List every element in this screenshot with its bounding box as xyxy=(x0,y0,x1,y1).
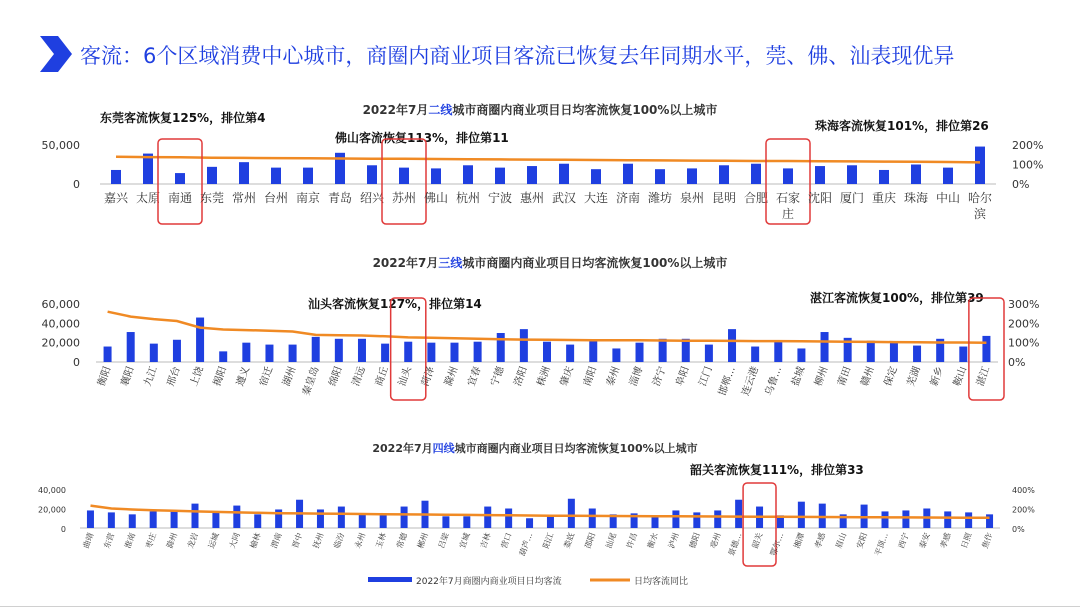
x-tick-label: 商丘 xyxy=(373,365,391,388)
x-tick-label: 鄂尔… xyxy=(768,531,786,558)
series-line xyxy=(91,506,990,518)
bar xyxy=(450,343,458,362)
x-tick-label: 清远 xyxy=(350,365,368,388)
bar xyxy=(289,345,297,362)
x-tick-label: 宜城 xyxy=(457,531,472,550)
bar xyxy=(566,345,574,362)
x-tick-label: 眉山 xyxy=(834,531,849,550)
x-tick-label: 葫芦… xyxy=(517,531,535,558)
bar xyxy=(655,169,665,184)
bar xyxy=(87,510,94,528)
y2-tick-label: 200% xyxy=(1012,505,1035,515)
bar xyxy=(497,333,505,362)
bar xyxy=(520,329,528,362)
bar xyxy=(380,513,387,528)
x-tick-label: 平顶… xyxy=(873,531,890,558)
bar xyxy=(207,167,217,184)
x-tick-label: 揭阳 xyxy=(211,365,230,388)
x-tick-label: 保定 xyxy=(882,365,900,388)
bar xyxy=(527,166,537,184)
y2-tick-label: 100% xyxy=(1008,336,1040,350)
x-tick-label: 哈尔滨 xyxy=(967,191,993,221)
x-tick-label: 绵阳 xyxy=(327,365,345,388)
x-tick-label: 阜阳 xyxy=(674,365,692,388)
bar xyxy=(693,512,700,528)
x-tick-label: 南阳 xyxy=(581,365,600,388)
x-tick-label: 杭州 xyxy=(455,191,481,205)
bar xyxy=(129,514,136,528)
bar xyxy=(847,165,857,184)
x-tick-label: 芜湖 xyxy=(905,365,923,388)
bar xyxy=(495,168,505,184)
chart-third-tier xyxy=(42,255,1040,400)
bar xyxy=(751,347,759,362)
x-tick-label: 武汉 xyxy=(551,191,577,205)
x-tick-label: 淮南 xyxy=(123,531,138,550)
x-tick-label: 日照 xyxy=(959,531,974,550)
x-tick-label: 佛山 xyxy=(423,191,449,205)
x-tick-label: 洛阳 xyxy=(512,365,530,388)
x-tick-label: 榆林 xyxy=(248,531,263,550)
chart-title: 2022年7月三线城市商圈内商业项目日均客流恢复100%以上城市 xyxy=(372,256,728,270)
x-tick-label: 抚州 xyxy=(311,531,326,550)
bar xyxy=(911,165,921,185)
y-tick-label: 40,000 xyxy=(41,317,80,331)
y-tick-label: 50,000 xyxy=(41,139,80,152)
x-tick-label: 苏州 xyxy=(391,191,417,205)
x-tick-label: 昆明 xyxy=(711,191,737,205)
bar xyxy=(913,346,921,362)
y2-tick-label: 300% xyxy=(1008,298,1040,311)
series-line xyxy=(108,312,987,343)
x-tick-label: 泰州 xyxy=(605,365,623,388)
x-tick-label: 柳州 xyxy=(813,365,831,388)
bar xyxy=(404,342,412,362)
x-tick-label: 大同 xyxy=(227,531,242,550)
x-tick-label: 重庆 xyxy=(871,191,897,205)
bar xyxy=(242,343,250,362)
bar xyxy=(879,170,889,184)
bar xyxy=(367,165,377,184)
bar xyxy=(943,168,953,184)
x-tick-label: 九江 xyxy=(142,365,160,388)
bar xyxy=(381,344,389,362)
x-tick-label: 衡阳 xyxy=(96,365,114,388)
bar xyxy=(728,329,736,362)
x-tick-label: 济宁 xyxy=(651,365,669,388)
x-tick-label: 运城 xyxy=(206,531,221,550)
bar xyxy=(127,332,135,362)
x-tick-label: 临汾 xyxy=(332,531,347,550)
x-tick-label: 泰安 xyxy=(917,531,932,550)
bar xyxy=(591,169,601,184)
x-tick-label: 济南 xyxy=(615,191,641,205)
bar xyxy=(173,340,181,362)
bar xyxy=(659,339,667,362)
x-tick-label: 曲靖 xyxy=(81,531,96,550)
x-tick-label: 宁德 xyxy=(489,365,507,388)
bar xyxy=(239,162,249,184)
bar xyxy=(212,512,219,528)
bar xyxy=(171,510,178,528)
legend xyxy=(368,575,688,587)
bar xyxy=(735,500,742,528)
bar xyxy=(774,342,782,362)
x-tick-label: 常州 xyxy=(231,191,257,205)
bar xyxy=(705,345,713,362)
x-tick-label: 常德 xyxy=(395,531,409,550)
x-tick-label: 东营 xyxy=(102,531,117,550)
bar xyxy=(358,339,366,362)
x-tick-label: 焦作 xyxy=(980,531,995,550)
bar xyxy=(192,504,199,528)
y2-tick-label: 0% xyxy=(1008,356,1026,369)
x-tick-label: 遵义 xyxy=(234,365,253,388)
x-tick-label: 枣庄 xyxy=(144,531,159,550)
x-tick-label: 营口 xyxy=(499,531,514,550)
annotation-zhuhai: 珠海客流恢复101%，排位第26 xyxy=(815,119,989,133)
y2-tick-label: 200% xyxy=(1012,139,1044,152)
x-tick-label: 湖州 xyxy=(281,365,299,388)
bar xyxy=(442,516,449,528)
x-tick-label: 宜春 xyxy=(466,365,484,388)
x-tick-label: 郴州 xyxy=(415,531,430,550)
x-tick-label: 秦皇岛 xyxy=(300,365,322,398)
x-tick-label: 盐城 xyxy=(790,365,808,388)
x-tick-label: 宁波 xyxy=(487,191,513,205)
bar xyxy=(719,165,729,184)
bar xyxy=(687,168,697,184)
bar xyxy=(821,332,829,362)
y2-tick-label: 100% xyxy=(1012,158,1044,172)
bottom-rule xyxy=(0,606,1080,607)
x-tick-label: 吕梁 xyxy=(436,531,451,550)
bar xyxy=(714,510,721,528)
bar xyxy=(463,516,470,528)
bar xyxy=(271,168,281,184)
x-tick-label: 中山 xyxy=(935,191,961,205)
x-tick-label: 惠州 xyxy=(519,191,545,205)
y-tick-label: 60,000 xyxy=(41,298,80,311)
x-tick-label: 景德… xyxy=(726,531,744,558)
bar xyxy=(882,511,889,528)
annotation-zhanjiang: 湛江客流恢复100%，排位第39 xyxy=(810,291,984,305)
bar xyxy=(559,164,569,184)
x-tick-label: 许昌 xyxy=(625,531,639,550)
x-tick-label: 安阳 xyxy=(855,531,869,550)
bar xyxy=(652,516,659,528)
x-tick-label: 珠海 xyxy=(903,191,929,205)
series-line xyxy=(116,157,980,163)
x-tick-label: 南京 xyxy=(295,191,321,205)
bar xyxy=(150,344,158,362)
x-tick-label: 湛江 xyxy=(975,365,993,388)
x-tick-label: 厦门 xyxy=(839,191,865,205)
bar xyxy=(623,164,633,184)
bar xyxy=(867,341,875,362)
bar xyxy=(150,511,157,528)
chart-title: 2022年7月二线城市商圈内商业项目日均客流恢复100%以上城市 xyxy=(362,103,718,117)
x-tick-label: 泸州 xyxy=(666,531,681,550)
bar xyxy=(543,342,551,362)
y2-tick-label: 400% xyxy=(1012,486,1035,495)
x-tick-label: 潍坊 xyxy=(647,191,673,205)
x-tick-label: 上饶 xyxy=(188,365,206,388)
annotation-shaoguan: 韶关客流恢复111%，排位第33 xyxy=(690,463,864,477)
x-tick-label: 韶关 xyxy=(750,531,765,550)
x-tick-label: 孝感 xyxy=(938,531,953,550)
bar xyxy=(975,147,985,184)
x-tick-label: 肇庆 xyxy=(558,365,576,388)
bar xyxy=(612,348,620,362)
bar xyxy=(175,173,185,184)
bar xyxy=(474,342,482,362)
x-tick-label: 阳江 xyxy=(541,531,556,550)
bar xyxy=(636,343,644,362)
x-tick-label: 汕尾 xyxy=(604,531,619,550)
bar xyxy=(815,166,825,184)
x-tick-label: 株洲 xyxy=(535,365,553,388)
x-tick-label: 邯郸… xyxy=(717,365,738,398)
y-tick-label: 0 xyxy=(73,356,80,369)
bar xyxy=(399,168,409,184)
bar xyxy=(303,168,313,184)
x-tick-label: 滁州 xyxy=(443,365,461,388)
y-tick-label: 0 xyxy=(60,525,66,534)
bar xyxy=(547,515,554,528)
x-tick-label: 淄博 xyxy=(628,365,646,388)
y-tick-label: 20,000 xyxy=(38,505,66,515)
bar xyxy=(526,518,533,528)
legend-bar-label: 2022年7月商圈内商业项目日均客流 xyxy=(416,577,562,587)
x-tick-label: 宿迁 xyxy=(258,365,276,388)
x-tick-label: 江门 xyxy=(697,365,715,388)
bar xyxy=(672,510,679,528)
x-tick-label: 龙岩 xyxy=(185,531,200,550)
bar xyxy=(233,506,240,528)
x-tick-label: 湘潭 xyxy=(792,531,807,550)
legend-line-label: 日均客流同比 xyxy=(634,577,689,587)
bar xyxy=(196,318,204,362)
x-tick-label: 乌鲁… xyxy=(763,365,785,398)
annotation-foshan: 佛山客流恢复113%，排位第11 xyxy=(335,131,509,145)
bar xyxy=(589,340,597,362)
x-tick-label: 衡水 xyxy=(645,531,660,550)
slide-headline: 客流：6个区域消费中心城市，商圈内商业项目客流已恢复去年同期水平，莞、佛、汕表现优异 xyxy=(80,44,955,68)
bar xyxy=(111,170,121,184)
bar xyxy=(890,343,898,362)
bar xyxy=(317,509,324,528)
bar xyxy=(751,164,761,184)
bar xyxy=(965,512,972,528)
x-tick-label: 娄底 xyxy=(562,531,577,550)
x-tick-label: 赣州 xyxy=(859,365,877,388)
bar xyxy=(959,347,967,362)
chart-fourth-tier xyxy=(38,441,1035,566)
x-tick-label: 太原 xyxy=(135,191,161,205)
y-tick-label: 20,000 xyxy=(41,336,80,350)
bar xyxy=(682,339,690,362)
x-tick-label: 吉林 xyxy=(478,531,493,550)
x-tick-label: 渭南 xyxy=(269,531,284,550)
bar xyxy=(265,345,273,362)
x-tick-label: 晋中 xyxy=(290,531,305,550)
bar xyxy=(219,351,227,362)
bar xyxy=(986,514,993,528)
x-tick-label: 亳州 xyxy=(708,531,723,550)
bar xyxy=(338,507,345,528)
x-tick-label: 汕头 xyxy=(396,365,415,388)
bar xyxy=(359,514,366,528)
bar xyxy=(568,499,575,528)
bar xyxy=(427,343,435,362)
chart-second-tier xyxy=(42,102,1044,224)
bar xyxy=(589,509,596,529)
x-tick-label: 泉州 xyxy=(679,191,705,205)
x-tick-label: 德阳 xyxy=(687,531,702,550)
bar xyxy=(944,511,951,528)
x-tick-label: 台州 xyxy=(263,191,289,205)
bar xyxy=(982,336,990,362)
x-tick-label: 邵阳 xyxy=(583,531,598,550)
bar xyxy=(798,502,805,528)
x-tick-label: 菏泽 xyxy=(420,365,438,388)
bar xyxy=(108,512,115,528)
x-tick-label: 嘉兴 xyxy=(103,191,129,205)
bar xyxy=(783,168,793,184)
bar xyxy=(312,337,320,362)
bar xyxy=(254,514,261,528)
bar xyxy=(104,347,112,362)
annotation-shantou: 汕头客流恢复127%，排位第14 xyxy=(308,297,482,311)
chart-title: 2022年7月四线城市商圈内商业项目日均客流恢复100%以上城市 xyxy=(372,442,698,455)
annotation-dongguan: 东莞客流恢复125%，排位第4 xyxy=(100,111,266,125)
x-tick-label: 莆田 xyxy=(836,365,854,388)
bar xyxy=(484,507,491,528)
bar xyxy=(797,348,805,362)
y2-tick-label: 0% xyxy=(1012,178,1030,191)
bar xyxy=(335,339,343,362)
bar xyxy=(505,509,512,529)
x-tick-label: 南通 xyxy=(167,191,193,205)
x-tick-label: 邢台 xyxy=(165,365,183,388)
x-tick-label: 沈阳 xyxy=(807,191,833,205)
bar xyxy=(902,510,909,528)
y2-tick-label: 0% xyxy=(1012,525,1025,534)
x-tick-label: 大连 xyxy=(583,191,609,205)
bar xyxy=(401,507,408,528)
bar xyxy=(431,168,441,184)
x-tick-label: 永州 xyxy=(353,531,368,550)
x-tick-label: 石家庄 xyxy=(775,191,801,221)
x-tick-label: 鞍山 xyxy=(951,365,970,388)
x-tick-label: 新乡 xyxy=(928,365,946,388)
x-tick-label: 合肥 xyxy=(743,191,769,205)
x-tick-label: 绍兴 xyxy=(359,191,385,205)
x-tick-label: 青岛 xyxy=(327,191,353,205)
x-tick-label: 东莞 xyxy=(199,191,225,205)
bar xyxy=(463,165,473,184)
x-tick-label: 襄阳 xyxy=(119,365,137,388)
x-tick-label: 孝感 xyxy=(813,531,828,550)
x-tick-label: 西宁 xyxy=(896,531,911,550)
y-tick-label: 40,000 xyxy=(38,486,66,495)
y-tick-label: 0 xyxy=(73,178,80,191)
legend-bar-swatch xyxy=(368,577,412,582)
x-tick-label: 连云港 xyxy=(740,365,761,398)
y2-tick-label: 200% xyxy=(1008,317,1040,331)
x-tick-label: 滁州 xyxy=(165,531,179,550)
x-tick-label: 玉林 xyxy=(374,531,389,550)
